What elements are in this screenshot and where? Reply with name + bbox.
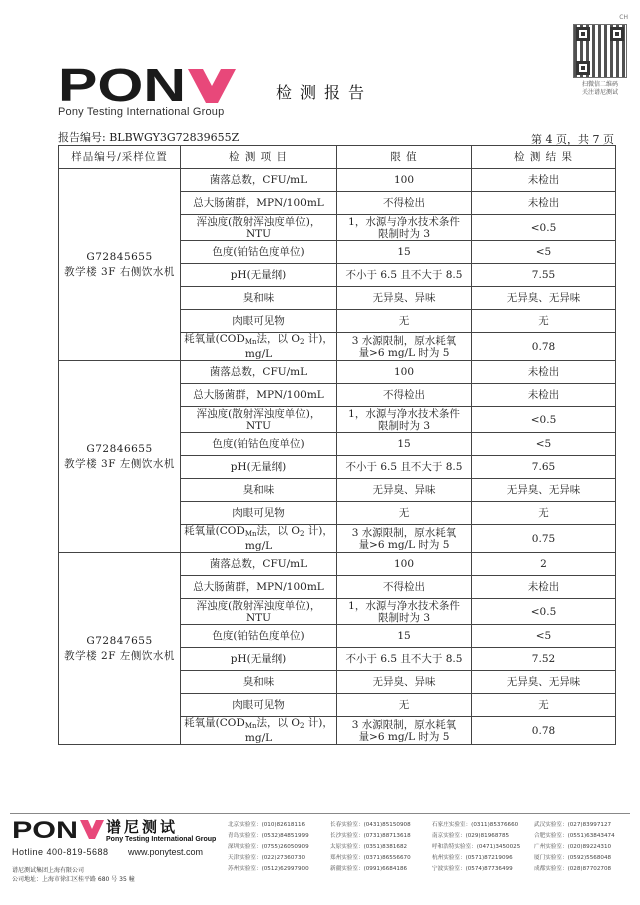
table-header-row — [59, 146, 616, 169]
result-cell: 7.55 — [472, 264, 616, 287]
limit-cell: 无 — [337, 694, 472, 717]
lab-item: 青岛实验室：(0532)84851999 — [228, 833, 309, 839]
lab-item: 新疆实验室：(0991)6684186 — [330, 866, 408, 872]
qr-caption: 扫微信二维码 关注谱尼测试 — [581, 81, 618, 96]
limit-cell: 无异臭、异味 — [337, 479, 472, 502]
svg-text:PON: PON — [12, 818, 78, 840]
sample-location: 教学楼 2F 左侧饮水机 — [64, 649, 175, 662]
item-cell: 总大肠菌群，MPN/100mL — [181, 384, 337, 407]
limit-cell: 15 — [337, 241, 472, 264]
item-cell: 色度(铂钴色度单位) — [181, 433, 337, 456]
result-cell: 无 — [472, 502, 616, 525]
limit-cell: 不小于 6.5 且不大于 8.5 — [337, 264, 472, 287]
footer-brand-cn: 谱尼测试 — [106, 818, 179, 836]
page-title: 检测报告 — [276, 83, 373, 102]
result-cell: 未检出 — [472, 169, 616, 192]
result-cell: <0.5 — [472, 215, 616, 241]
result-cell: 无 — [472, 310, 616, 333]
hotline: Hotline 400-819-5688 — [12, 847, 109, 857]
limit-cell: 1，水源与净水技术条件 限制时为 3 — [337, 215, 472, 241]
item-cell: pH(无量纲) — [181, 456, 337, 479]
pony-logo-icon — [58, 66, 238, 104]
limit-cell: 不小于 6.5 且不大于 8.5 — [337, 456, 472, 479]
result-cell: <5 — [472, 625, 616, 648]
limit-cell: 不得检出 — [337, 384, 472, 407]
lab-item: 厦门实验室：(0592)5568048 — [534, 855, 612, 861]
lab-item: 石家庄实验室：(0311)85376660 — [432, 822, 519, 828]
sample-id: G72845655 — [86, 250, 153, 263]
lab-item: 苏州实验室：(0512)62997900 — [228, 866, 309, 872]
lab-item: 深圳实验室：(0755)26050909 — [228, 844, 309, 850]
result-cell: 无异臭、无异味 — [472, 287, 616, 310]
qr-code-icon — [573, 24, 627, 78]
item-cell: 浑浊度(散射浑浊度单位)， NTU — [181, 599, 337, 625]
limit-cell: 无 — [337, 310, 472, 333]
limit-cell: 1，水源与净水技术条件 限制时为 3 — [337, 407, 472, 433]
page-number: 第 4 页，共 7 页 — [531, 133, 614, 146]
lab-item: 宁波实验室：(0574)87736499 — [432, 866, 513, 872]
website-link[interactable]: www.ponytest.com — [128, 847, 204, 857]
company-info: 谱尼测试集团上海有限公司 公司地址：上海市徐汇区桂平路 680 号 35 幢 — [12, 867, 135, 883]
lab-item: 合肥实验室：(0551)63843474 — [534, 833, 615, 839]
limit-cell: 100 — [337, 553, 472, 576]
item-cell: 浑浊度(散射浑浊度单位)， NTU — [181, 407, 337, 433]
item-cell: 臭和味 — [181, 287, 337, 310]
lab-item: 杭州实验室：(0571)87219096 — [432, 855, 513, 861]
limit-cell: 无异臭、异味 — [337, 287, 472, 310]
limit-cell: 不得检出 — [337, 576, 472, 599]
lab-item: 呼和浩特实验室：(0471)3450025 — [432, 844, 521, 850]
qr-finder-icon — [610, 27, 624, 41]
sample-location: 教学楼 3F 右侧饮水机 — [64, 265, 175, 278]
limit-cell: 无 — [337, 502, 472, 525]
lab-item: 太原实验室：(0351)8381682 — [330, 844, 408, 850]
sample-id: G72847655 — [86, 634, 153, 647]
limit-cell: 15 — [337, 625, 472, 648]
result-cell: 未检出 — [472, 192, 616, 215]
item-cell: 肉眼可见物 — [181, 694, 337, 717]
limit-cell: 不小于 6.5 且不大于 8.5 — [337, 648, 472, 671]
report-number: 报告编号: BLBWGY3G72839655Z — [58, 131, 240, 144]
result-cell: 无 — [472, 694, 616, 717]
result-cell: 0.75 — [472, 525, 616, 553]
item-cell: 色度(铂钴色度单位) — [181, 241, 337, 264]
item-cell: 耗氧量($COD_{Mn}$法，以 $O_2$ 计)， mg/L — [181, 525, 337, 553]
lab-list — [228, 820, 632, 874]
table-row — [59, 553, 616, 576]
item-cell: 色度(铂钴色度单位) — [181, 625, 337, 648]
lab-item: 广州实验室：(020)89224310 — [534, 844, 612, 850]
result-cell: <0.5 — [472, 599, 616, 625]
footer-logo — [12, 818, 104, 840]
lab-item: 长沙实验室：(0731)88713618 — [330, 833, 411, 839]
limit-cell: 100 — [337, 169, 472, 192]
limit-cell: 15 — [337, 433, 472, 456]
result-cell: 无异臭、无异味 — [472, 671, 616, 694]
result-cell: 0.78 — [472, 333, 616, 361]
result-cell: 无异臭、无异味 — [472, 479, 616, 502]
footer-divider — [10, 813, 630, 814]
item-cell: pH(无量纲) — [181, 264, 337, 287]
item-cell: 臭和味 — [181, 479, 337, 502]
lab-item: 长春实验室：(0431)85150908 — [330, 822, 411, 828]
limit-cell: 3 水源限制，原水耗氧 量>6 mg/L 时为 5 — [337, 717, 472, 745]
item-cell: 耗氧量($COD_{Mn}$法，以 $O_2$ 计)， mg/L — [181, 717, 337, 745]
item-cell: pH(无量纲) — [181, 648, 337, 671]
limit-cell: 无异臭、异味 — [337, 671, 472, 694]
item-cell: 浑浊度(散射浑浊度单位)， NTU — [181, 215, 337, 241]
results-table — [58, 145, 616, 745]
result-cell: 2 — [472, 553, 616, 576]
result-cell: 未检出 — [472, 361, 616, 384]
item-cell: 菌落总数，CFU/mL — [181, 361, 337, 384]
limit-cell: 100 — [337, 361, 472, 384]
limit-cell: 3 水源限制，原水耗氧 量>6 mg/L 时为 5 — [337, 525, 472, 553]
sample-location: 教学楼 3F 左侧饮水机 — [64, 457, 175, 470]
item-cell: 总大肠菌群，MPN/100mL — [181, 576, 337, 599]
result-cell: 未检出 — [472, 384, 616, 407]
pony-logo — [58, 66, 238, 104]
limit-cell: 3 水源限制，原水耗氧 量>6 mg/L 时为 5 — [337, 333, 472, 361]
item-cell: 肉眼可见物 — [181, 502, 337, 525]
lab-item: 武汉实验室：(027)83997127 — [534, 822, 612, 828]
item-cell: 肉眼可见物 — [181, 310, 337, 333]
item-cell: 耗氧量($COD_{Mn}$法，以 $O_2$ 计)， mg/L — [181, 333, 337, 361]
logo-y-mark-icon — [188, 69, 236, 103]
result-cell: 0.78 — [472, 717, 616, 745]
limit-cell: 不得检出 — [337, 192, 472, 215]
qr-finder-icon — [576, 61, 590, 75]
lab-item: 南京实验室：(029)81968785 — [432, 833, 510, 839]
footer-logo-y-mark-icon — [80, 820, 104, 839]
svg-text:PON: PON — [58, 66, 186, 104]
result-cell: 7.52 — [472, 648, 616, 671]
ch-mark: CH — [619, 14, 628, 21]
item-cell: 菌落总数，CFU/mL — [181, 553, 337, 576]
sample-id: G72846655 — [86, 442, 153, 455]
qr-finder-icon — [576, 27, 590, 41]
sample-cell — [59, 553, 181, 745]
header-result: 检 测 结 果 — [472, 146, 616, 169]
header-item: 检 测 项 目 — [181, 146, 337, 169]
item-cell: 臭和味 — [181, 671, 337, 694]
header-sample: 样品编号/采样位置 — [59, 146, 181, 169]
result-cell: 7.65 — [472, 456, 616, 479]
lab-item: 成都实验室：(028)87702708 — [534, 866, 612, 872]
lab-item: 天津实验室：(022)27360730 — [228, 855, 306, 861]
table-row — [59, 361, 616, 384]
result-cell: <5 — [472, 433, 616, 456]
footer-pony-logo-icon — [12, 818, 104, 840]
logo-subtitle: Pony Testing International Group — [58, 106, 225, 118]
lab-item: 郑州实验室：(0371)86556670 — [330, 855, 411, 861]
table-row — [59, 169, 616, 192]
result-cell: 未检出 — [472, 576, 616, 599]
sample-cell — [59, 361, 181, 553]
result-cell: <5 — [472, 241, 616, 264]
result-cell: <0.5 — [472, 407, 616, 433]
lab-item: 北京实验室：(010)82618116 — [228, 822, 306, 828]
item-cell: 菌落总数，CFU/mL — [181, 169, 337, 192]
item-cell: 总大肠菌群，MPN/100mL — [181, 192, 337, 215]
sample-cell — [59, 169, 181, 361]
header-limit: 限 值 — [337, 146, 472, 169]
footer-brand-en: Pony Testing International Group — [106, 836, 217, 843]
limit-cell: 1，水源与净水技术条件 限制时为 3 — [337, 599, 472, 625]
